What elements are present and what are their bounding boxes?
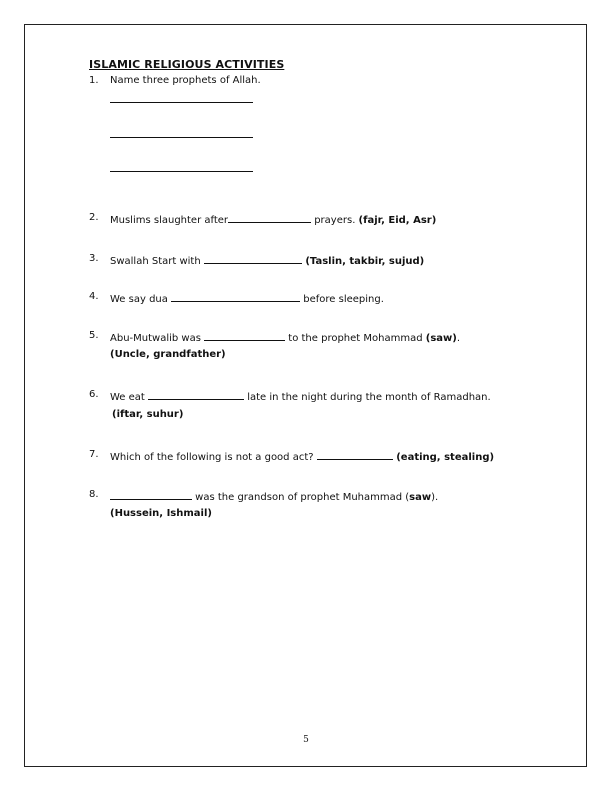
question-number: 2. xyxy=(89,212,99,223)
question-text-part: before sleeping. xyxy=(300,294,384,305)
question-number: 6. xyxy=(89,389,99,400)
question-text xyxy=(110,489,438,503)
question-number: 7. xyxy=(89,449,99,460)
answer-blank[interactable] xyxy=(110,489,192,500)
question-text-part: We say dua xyxy=(110,294,172,305)
question-text-part: . xyxy=(456,333,461,344)
question-text xyxy=(110,212,436,226)
answer-line[interactable] xyxy=(110,137,253,138)
question-text-part: was the grandson of prophet Muhammad ( xyxy=(192,492,410,503)
question-text-part: prayers. xyxy=(311,215,359,226)
question-text-part: late in the night during the month of Ramadhan. xyxy=(244,392,491,403)
question-text-part: Which of the following is not a good act? xyxy=(110,452,317,463)
question-text-part: Swallah Start with xyxy=(110,256,204,267)
question-text-part: Muslims slaughter after xyxy=(110,215,229,226)
answer-blank[interactable] xyxy=(204,330,285,341)
answer-line[interactable] xyxy=(110,102,253,103)
answer-blank[interactable] xyxy=(317,449,393,460)
question-text-part: (saw) xyxy=(425,333,457,344)
answer-blank[interactable] xyxy=(171,291,300,302)
answer-options: (iftar, suhur) xyxy=(112,409,184,420)
question-text xyxy=(110,389,491,403)
answer-line[interactable] xyxy=(110,171,253,172)
worksheet-title: ISLAMIC RELIGIOUS ACTIVITIES xyxy=(89,58,285,71)
question-number: 8. xyxy=(89,489,99,500)
question-text-part: saw xyxy=(409,492,432,503)
question-text: Name three prophets of Allah. xyxy=(110,75,261,86)
question-text xyxy=(110,330,460,344)
answer-blank[interactable] xyxy=(228,212,311,223)
question-text-part: ). xyxy=(431,492,439,503)
question-text xyxy=(110,449,494,463)
answer-options: (Uncle, grandfather) xyxy=(110,349,226,360)
question-number: 5. xyxy=(89,330,99,341)
answer-options: (Hussein, Ishmail) xyxy=(110,508,212,519)
question-text-part: to the prophet Mohammad xyxy=(285,333,426,344)
question-text xyxy=(110,291,384,305)
answer-options: (fajr, Eid, Asr) xyxy=(358,215,437,226)
answer-blank[interactable] xyxy=(204,253,302,264)
question-number: 3. xyxy=(89,253,99,264)
question-text xyxy=(110,253,424,267)
question-text-part: Abu-Mutwalib was xyxy=(110,333,205,344)
question-text-part: We eat xyxy=(110,392,149,403)
page-number: 5 xyxy=(303,735,309,745)
answer-options: (Taslin, takbir, sujud) xyxy=(301,256,425,267)
question-number: 4. xyxy=(89,291,99,302)
answer-options: (eating, stealing) xyxy=(392,452,495,463)
question-number: 1. xyxy=(89,75,99,86)
answer-blank[interactable] xyxy=(148,389,244,400)
